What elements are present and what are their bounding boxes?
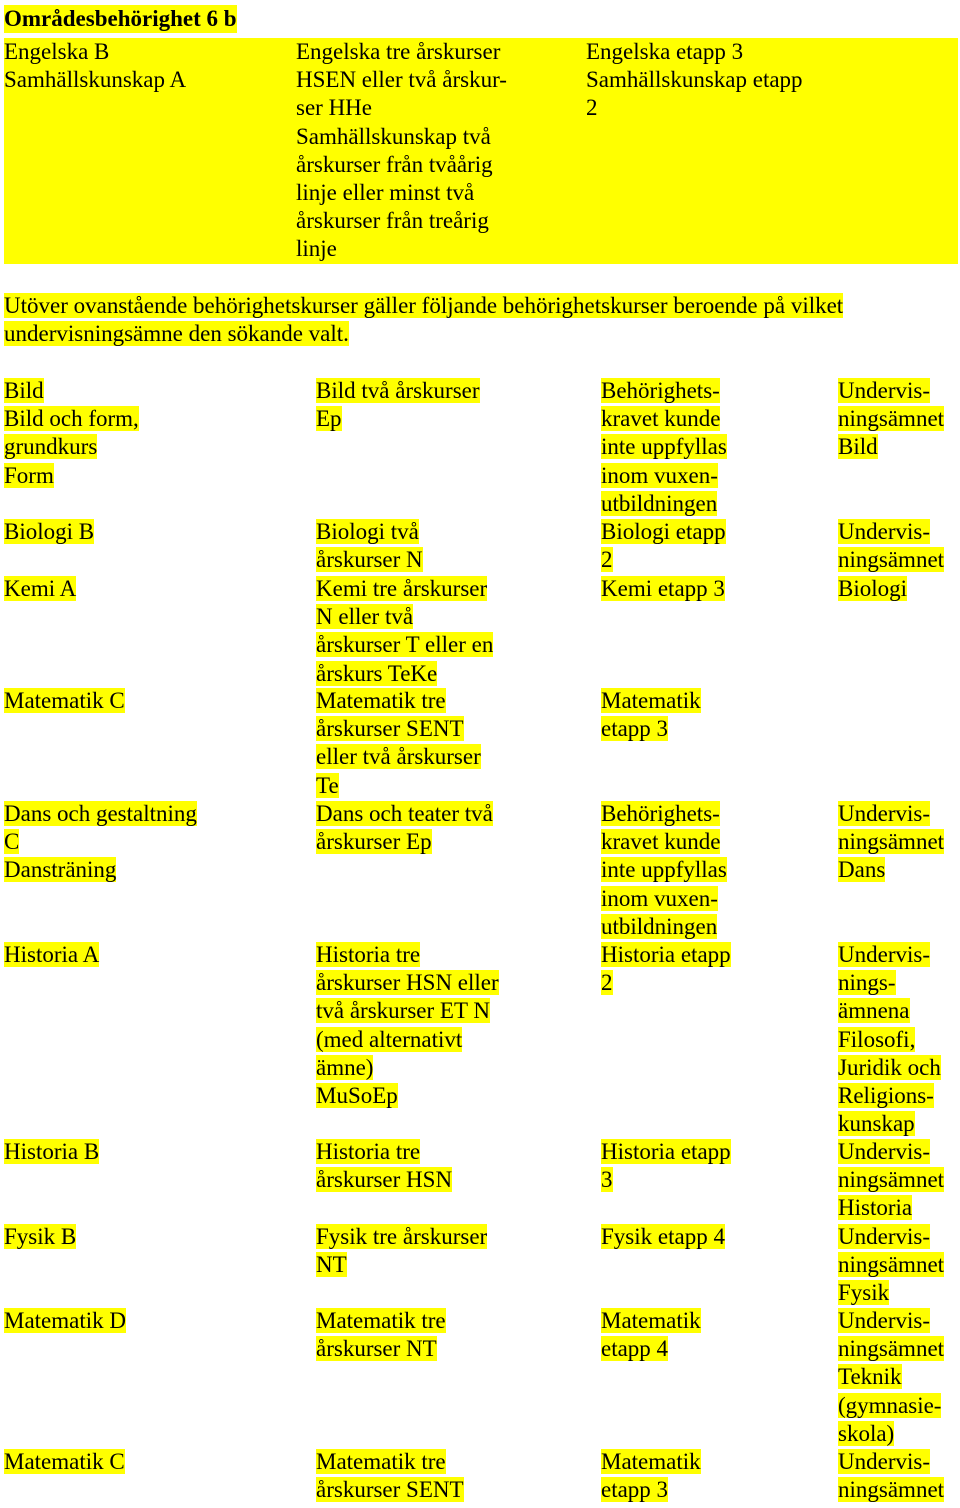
top-line: Engelska etapp 3 [586,39,744,64]
cell-line: Dans [838,857,886,883]
cell-line: Undervis- [838,801,930,826]
table-cell-col1 [4,1307,126,1335]
table-cell-col1 [4,1223,76,1251]
cell-line: årskurser SENT [316,1477,464,1503]
table-cell-col4 [838,1223,944,1308]
cell-line: 2 [601,547,613,573]
cell-line: Undervis- [838,942,930,967]
cell-line: grundkurs [4,434,98,460]
cell-line: Kemi etapp 3 [601,576,725,601]
cell-line: Historia etapp [601,942,731,967]
cell-line: ningsämnet [838,1336,945,1362]
top-line: Engelska tre årskurser [296,39,501,64]
table-cell-col3 [601,941,731,997]
cell-line: inte uppfyllas [601,857,727,883]
cell-line: årskurser N [316,547,423,573]
table-cell-col4 [838,1448,944,1504]
top-line: Samhällskunskap A [4,67,187,93]
cell-line: Historia tre [316,942,421,967]
cell-line: utbildningen [601,490,718,516]
cell-line: skola) [838,1420,895,1446]
cell-line: Matematik [601,1308,701,1333]
page-title: Områdesbehörighet 6 b [4,6,237,31]
cell-line: Fysik [838,1280,890,1306]
cell-line: inom vuxen- [601,462,718,488]
cell-line: årskurser SENT [316,716,464,742]
table-cell-col2 [316,1138,452,1194]
cell-line: Juridik och [838,1054,941,1080]
cell-line: Undervis- [838,1224,930,1249]
table-cell-col3 [601,1448,701,1504]
cell-line: Biologi B [4,519,95,544]
cell-line: ämne) [316,1054,374,1080]
cell-line: NT [316,1252,347,1278]
cell-line: 2 [601,970,613,996]
cell-line: Undervis- [838,1139,930,1164]
cell-line: två årskurser ET N [316,998,490,1024]
table-cell-col3 [601,377,727,518]
cell-line: Undervis- [838,1449,930,1474]
table-cell-col2 [316,800,493,856]
table-cell-col1 [4,1448,125,1476]
table-cell-col1 [4,377,139,490]
cell-line: ningsämnet [838,829,945,855]
cell-line: N eller två [316,604,414,630]
cell-line: Matematik C [4,688,125,713]
table-cell-col3 [601,800,727,941]
cell-line: ningsämnet [838,1167,945,1193]
cell-line: Dans och teater två [316,801,493,826]
table-cell-col2 [316,687,481,800]
cell-line: etapp 3 [601,1477,669,1503]
table-cell-col3 [601,518,726,574]
top-line: Samhällskunskap etapp [586,67,803,93]
table-cell-col4 [838,377,944,462]
cell-line: inte uppfyllas [601,434,727,460]
cell-line: Fysik tre årskurser [316,1224,488,1249]
top-line: årskurser från tvåårig [296,151,493,177]
table-cell-col1 [4,800,197,885]
intro-line: undervisningsämne den sökande valt. [4,321,349,347]
top-line: HSEN eller två årskur- [296,67,507,93]
cell-line: Dansträning [4,857,117,883]
cell-line: nings- [838,970,896,996]
cell-line: Undervis- [838,519,930,544]
table-cell-col4 [838,518,944,574]
cell-line: Historia [838,1195,913,1221]
cell-line: årskurser HSN eller [316,970,499,996]
cell-line: Bild och form, [4,406,139,432]
cell-line: Historia A [4,942,100,967]
table-cell-col2 [316,1307,446,1363]
cell-line: Matematik tre [316,1308,446,1333]
cell-line: Ep [316,406,342,432]
cell-line: ningsämnet [838,547,945,573]
cell-line: Undervis- [838,1308,930,1333]
cell-line: Filosofi, [838,1026,916,1052]
cell-line: inom vuxen- [601,885,718,911]
cell-line: Matematik C [4,1449,125,1474]
cell-line: etapp 3 [601,716,669,742]
cell-line: Matematik tre [316,688,446,713]
cell-line: (gymnasie- [838,1392,942,1418]
table-cell-col2 [316,1448,464,1504]
top-column-3 [586,38,803,123]
cell-line: Matematik [601,688,701,713]
table-cell-col3 [601,575,725,603]
cell-line: Biologi [838,576,908,601]
cell-line: kravet kunde [601,406,721,432]
table-cell-col3 [601,1223,725,1251]
cell-line: årskurser HSN [316,1167,453,1193]
cell-line: årskurs TeKe [316,660,438,686]
table-cell-col1 [4,687,125,715]
top-column-1 [4,38,186,94]
cell-line: Matematik tre [316,1449,446,1474]
table-cell-col2 [316,1223,487,1279]
cell-line: årskurser NT [316,1336,437,1362]
cell-line: Kemi tre årskurser [316,576,488,601]
cell-line: Bild [838,434,878,460]
cell-line: MuSoEp [316,1082,398,1108]
table-cell-col2 [316,941,499,1110]
top-column-2 [296,38,507,264]
cell-line: kunskap [838,1111,915,1137]
cell-line: Bild [4,378,44,403]
cell-line: utbildningen [601,913,718,939]
table-cell-col3 [601,1138,731,1194]
table-cell-col4 [838,1138,944,1223]
cell-line: Fysik etapp 4 [601,1224,725,1249]
cell-line: ämnena [838,998,910,1024]
cell-line: 3 [601,1167,613,1193]
intro-line: Utöver ovanstående behörighetskurser gäller följande behörighetskurser beroende på vilket [4,293,844,318]
table-cell-col4 [838,575,907,603]
cell-line: eller två årskurser [316,744,481,770]
top-line: årskurser från treårig [296,208,489,234]
top-line: ser HHe [296,95,372,121]
cell-line: Historia etapp [601,1139,731,1164]
cell-line: Form [4,462,54,488]
table-cell-col1 [4,941,99,969]
table-cell-col4 [838,941,941,1138]
cell-line: etapp 4 [601,1336,669,1362]
cell-line: Dans och gestaltning [4,801,197,826]
table-cell-col3 [601,687,701,743]
cell-line: Undervis- [838,378,930,403]
cell-line: Fysik B [4,1224,77,1249]
cell-line: årskurser Ep [316,829,432,855]
cell-line: ningsämnet [838,1477,945,1503]
cell-line: Behörighets- [601,378,720,403]
table-cell-col2 [316,377,480,433]
top-line: 2 [586,95,598,121]
table-cell-col2 [316,518,423,574]
cell-line: C [4,829,20,855]
cell-line: (med alternativt [316,1026,463,1052]
cell-line: Matematik D [4,1308,126,1333]
table-cell-col1 [4,518,94,546]
cell-line: Te [316,772,339,798]
table-cell-col4 [838,1307,944,1448]
top-line: Engelska B [4,39,110,64]
cell-line: kravet kunde [601,829,721,855]
cell-line: Bild två årskurser [316,378,480,403]
cell-line: Matematik [601,1449,701,1474]
table-cell-col1 [4,1138,99,1166]
cell-line: ningsämnet [838,406,945,432]
cell-line: ningsämnet [838,1252,945,1278]
table-cell-col1 [4,575,76,603]
cell-line: Behörighets- [601,801,720,826]
top-line: linje [296,236,337,262]
top-line: linje eller minst två [296,179,475,205]
table-cell-col4 [838,800,944,885]
cell-line: Kemi A [4,576,77,601]
table-cell-col3 [601,1307,701,1363]
intro-paragraph [4,292,958,348]
top-line: Samhällskunskap två [296,123,491,149]
cell-line: Historia B [4,1139,100,1164]
table-cell-col2 [316,575,493,688]
cell-line: Teknik [838,1364,902,1390]
cell-line: Religions- [838,1082,934,1108]
cell-line: årskurser T eller en [316,632,494,658]
cell-line: Biologi etapp [601,519,726,544]
cell-line: Historia tre [316,1139,421,1164]
top-requirements-block [4,38,958,264]
cell-line: Biologi två [316,519,419,544]
